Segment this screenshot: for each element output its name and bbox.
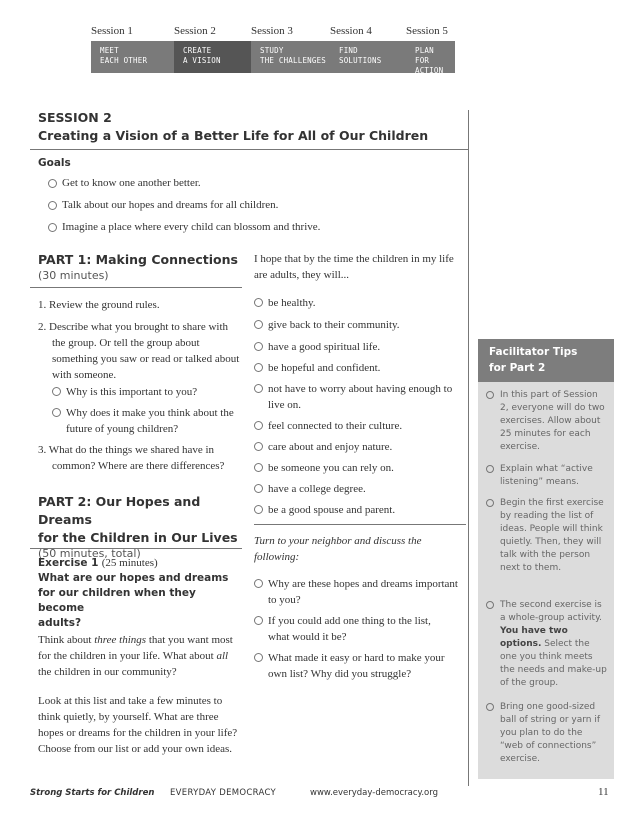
bullet-icon — [486, 465, 494, 473]
session-title: SESSION 2 — [38, 110, 112, 125]
question-item — [254, 613, 454, 645]
tip-text-part: The second exercise is a whole-group activity. — [500, 600, 602, 623]
session-4-box: FIND SOLUTIONS — [330, 41, 406, 73]
hope-item — [254, 317, 462, 333]
bullet-icon — [254, 505, 263, 514]
page-number: 11 — [598, 786, 609, 798]
goal-text: Get to know one another better. — [62, 177, 201, 189]
tip-item — [486, 463, 608, 489]
part2-duration: (50 minutes, total) — [38, 547, 141, 560]
hope-text: feel connected to their culture. — [268, 420, 403, 432]
part2-header — [38, 493, 243, 560]
goal-item — [48, 177, 201, 189]
hope-item — [254, 295, 462, 311]
exercise-paragraph-1 — [38, 632, 243, 680]
session-3-label: Session 3 — [251, 25, 293, 37]
exercise-title-1: What are our hopes and dreams — [38, 572, 229, 584]
bullet-icon — [48, 179, 57, 188]
tip-text: In this part of Session 2, everyone will do two exercises. Allow about 25 minutes for each exercise. — [500, 390, 605, 452]
hope-item — [254, 381, 454, 413]
tips-heading-line1: Facilitator Tips — [489, 346, 578, 358]
para-text: the children in our community? — [38, 666, 177, 678]
hopes-intro: I hope that by the time the children in my life are adults, they will... — [254, 253, 454, 281]
bullet-icon — [254, 363, 263, 372]
part1-divider — [30, 287, 242, 288]
exercise-duration: (25 minutes) — [101, 557, 158, 569]
title-divider — [30, 149, 468, 150]
bullet-icon — [254, 384, 263, 393]
bullet-icon — [486, 391, 494, 399]
tip-text-part: Select the one you think meets the needs and make-up of the group. — [500, 639, 607, 688]
hope-text: care about and enjoy nature. — [268, 441, 393, 453]
exercise-paragraph-2: Look at this list and take a few minutes to think quietly, by yourself. What are three hopes or dreams for the children in your life? Choose from our list or add your own ideas. — [38, 695, 238, 755]
footer-url[interactable]: www.everyday-democracy.org — [310, 788, 438, 798]
para-text: Think about — [38, 634, 95, 646]
para-emphasis: three things — [94, 634, 147, 646]
bullet-icon — [254, 463, 263, 472]
hope-text: not have to worry about having enough to live on. — [268, 383, 453, 411]
question-item — [254, 650, 454, 682]
hope-text: be someone you can rely on. — [268, 462, 394, 474]
goal-text: Imagine a place where every child can blossom and thrive. — [62, 221, 321, 233]
tip-text: Explain what “active listening” means. — [500, 464, 593, 487]
list-item: 3. What do the things we shared have in common? Where are there differences? — [38, 444, 225, 472]
footer-org: EVERYDAY DEMOCRACY — [170, 788, 277, 798]
bullet-icon — [254, 442, 263, 451]
session-navigation — [83, 24, 455, 75]
hope-item — [254, 481, 462, 497]
session-2-label: Session 2 — [174, 25, 216, 37]
session-1-label: Session 1 — [91, 25, 133, 37]
sub-item — [52, 384, 242, 400]
tip-text: Bring one good-sized ball of string or yarn if you plan to do the “web of connections” exercise. — [500, 702, 601, 764]
para-text: that you want most for the children in your life. What about — [38, 634, 233, 662]
bullet-icon — [254, 421, 263, 430]
session-2-tab — [174, 24, 251, 73]
hope-item — [254, 339, 462, 355]
hope-item — [254, 460, 462, 476]
session-subtitle: Creating a Vision of a Better Life for All of Our Children — [38, 128, 429, 143]
facilitator-tips-box — [478, 339, 614, 779]
tip-item — [486, 497, 608, 575]
goal-item — [48, 199, 278, 211]
session-2-box: CREATE A VISION — [174, 41, 251, 73]
hope-item — [254, 439, 462, 455]
bullet-icon — [48, 223, 57, 232]
hope-item — [254, 502, 462, 518]
list-item: 1. Review the ground rules. — [38, 299, 160, 311]
part1-heading: PART 1: Making Connections — [38, 252, 238, 267]
part2-heading-line2: for the Children in Our Lives — [38, 530, 238, 545]
bullet-icon — [48, 201, 57, 210]
column-divider — [468, 110, 469, 786]
hope-text: be hopeful and confident. — [268, 362, 381, 374]
hope-text: be a good spouse and parent. — [268, 504, 396, 516]
bullet-icon — [486, 703, 494, 711]
turn-instruction: Turn to your neighbor and discuss the following: — [254, 535, 422, 563]
tip-text-bold: You have two options. — [500, 626, 568, 649]
list-item: 2. Describe what you brought to share with the group. Or tell the group about something you saw or read or talked about with someone. — [38, 321, 240, 381]
bullet-icon — [254, 616, 263, 625]
question-text: If you could add one thing to the list, what would it be? — [268, 615, 431, 643]
goal-item — [48, 221, 320, 233]
session-1-box: MEET EACH OTHER — [91, 41, 174, 73]
tip-text: Begin the first exercise by reading the list of ideas. People will think quietly. Then, they will talk with the person next to them. — [500, 498, 604, 573]
bullet-icon — [52, 387, 61, 396]
question-text: What made it easy or hard to make your own list? Why did you struggle? — [268, 652, 445, 680]
exercise-title-2: for our children when they become — [38, 587, 196, 614]
exercise-title-3: adults? — [38, 617, 82, 629]
part1-header — [38, 251, 243, 282]
tip-item — [486, 389, 608, 454]
bullet-icon — [254, 342, 263, 351]
sub-item — [52, 405, 242, 437]
part2-divider — [30, 548, 242, 549]
hope-text: give back to their community. — [268, 319, 400, 331]
session-4-tab — [330, 24, 406, 73]
session-3-box: STUDY THE CHALLENGES — [251, 41, 330, 73]
tip-item — [486, 701, 608, 766]
bullet-icon — [254, 653, 263, 662]
session-4-label: Session 4 — [330, 25, 372, 37]
bullet-icon — [254, 579, 263, 588]
footer-title: Strong Starts for Children — [30, 788, 155, 798]
exercise-1-heading — [38, 556, 243, 631]
hope-text: have a college degree. — [268, 483, 366, 495]
hope-text: be healthy. — [268, 297, 316, 309]
bullet-icon — [52, 408, 61, 417]
session-5-tab — [406, 24, 455, 73]
bullet-icon — [486, 499, 494, 507]
question-text: Why are these hopes and dreams important to you? — [268, 578, 458, 606]
tips-heading-line2: for Part 2 — [489, 362, 546, 374]
goal-text: Talk about our hopes and dreams for all children. — [62, 199, 279, 211]
hope-text: have a good spiritual life. — [268, 341, 381, 353]
goals-heading: Goals — [38, 157, 71, 169]
hope-item — [254, 418, 462, 434]
sub-item-text: Why is this important to you? — [66, 386, 198, 398]
hope-item — [254, 360, 462, 376]
session-1-tab — [91, 24, 174, 73]
session-3-tab — [251, 24, 330, 73]
tips-heading — [478, 339, 614, 382]
part1-duration: (30 minutes) — [38, 269, 109, 282]
bullet-icon — [254, 484, 263, 493]
tip-item — [486, 599, 608, 690]
sub-item-text: Why does it make you think about the future of young children? — [66, 407, 234, 435]
session-5-box: PLAN FOR ACTION — [406, 41, 455, 73]
bullet-icon — [254, 320, 263, 329]
para-emphasis: all — [216, 650, 229, 662]
right-divider — [254, 524, 466, 525]
bullet-icon — [486, 601, 494, 609]
tip-text — [500, 599, 608, 690]
session-5-label: Session 5 — [406, 25, 448, 37]
bullet-icon — [254, 298, 263, 307]
part2-heading-line1: PART 2: Our Hopes and Dreams — [38, 494, 201, 527]
question-item — [254, 576, 462, 608]
exercise-label: Exercise 1 — [38, 557, 99, 569]
